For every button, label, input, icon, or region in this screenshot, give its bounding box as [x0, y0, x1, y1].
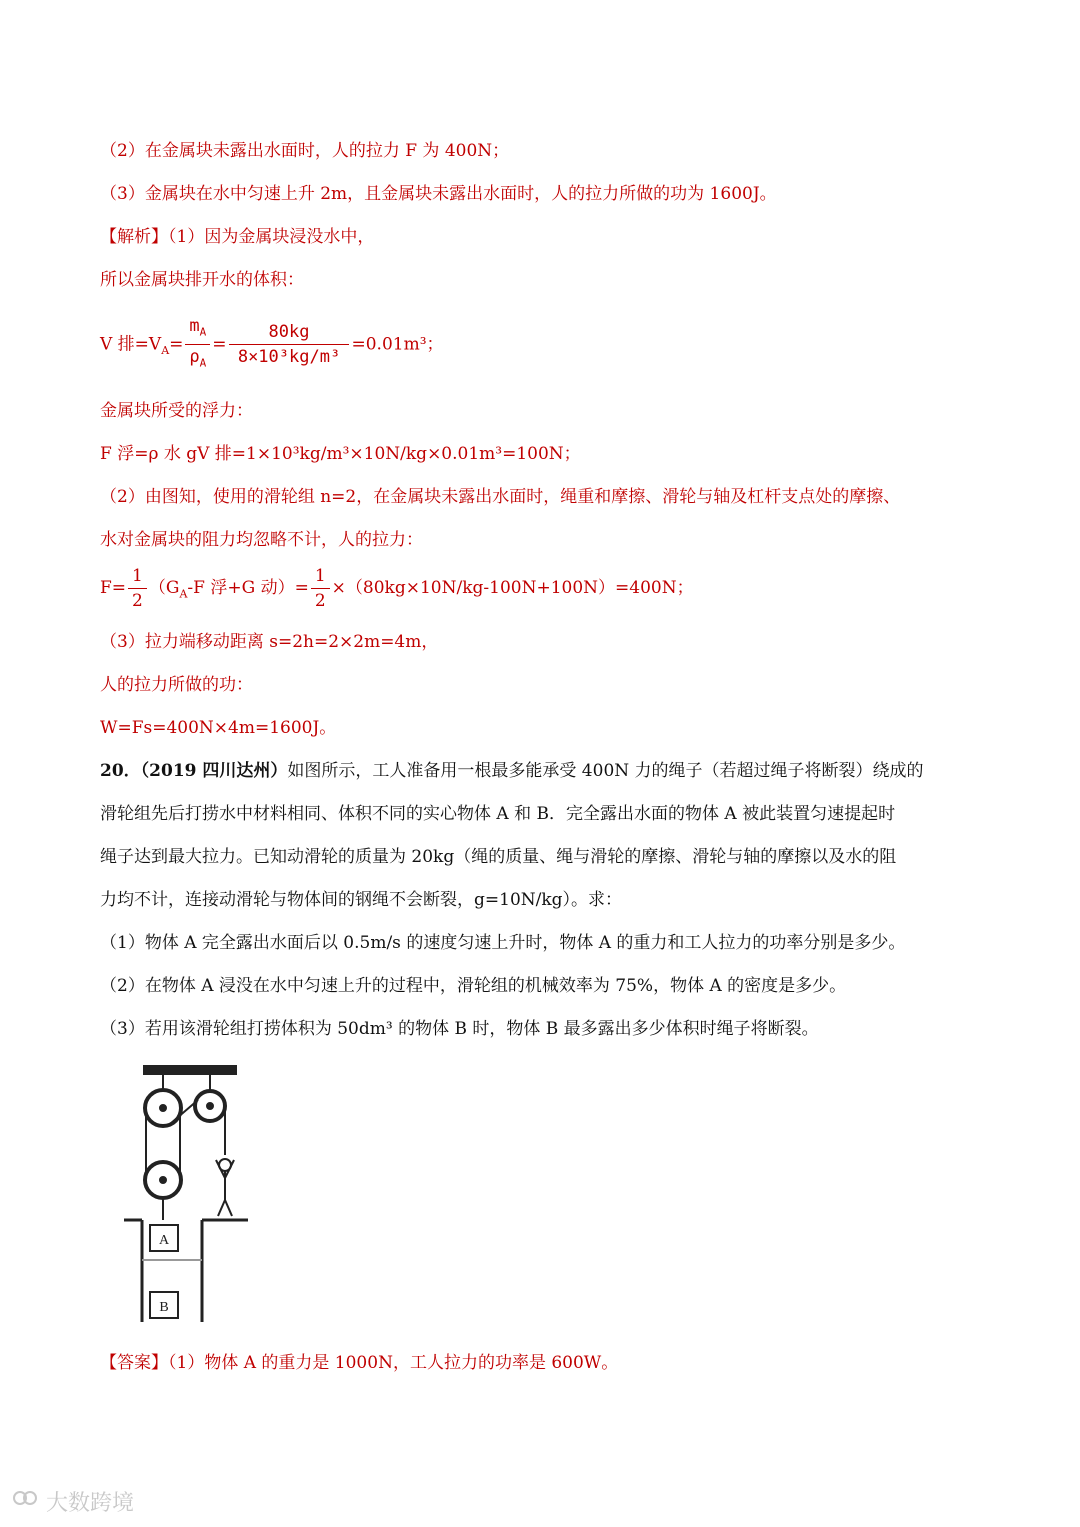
question-20-line-4: 力均不计，连接动滑轮与物体间的钢绳不会断裂，g=10N/kg）。求： — [100, 890, 623, 910]
fraction-numerator: m — [189, 316, 200, 336]
question-text-1: 如图所示，工人准备用一根最多能承受 400N 力的绳子（若超过绳子将断裂）绕成的 — [287, 761, 924, 781]
analysis-heading: 【解析】（1）因为金属块浸没水中， — [100, 227, 375, 247]
analysis-line: 所以金属块排开水的体积： — [100, 270, 304, 290]
formula-force-eq: = — [294, 578, 309, 598]
formula-force-lhs: F= — [100, 578, 127, 598]
formula-volume-result: =0.01m³； — [351, 334, 444, 355]
question-number: 20． — [100, 761, 141, 781]
formula-volume — [100, 314, 444, 379]
ceiling-beam — [144, 1066, 236, 1074]
answer-line: 【答案】（1）物体 A 的重力是 1000N，工人拉力的功率是 600W。 — [100, 1353, 619, 1373]
half-denominator: 2 — [132, 591, 143, 611]
analysis-line-2a: （2）由图知，使用的滑轮组 n=2，在金属块未露出水面时，绳重和摩擦、滑轮与轴及杠杆支点处的摩擦、 — [100, 487, 901, 507]
buoyancy-heading: 金属块所受的浮力： — [100, 401, 253, 421]
formula-volume-lhs: V 排=V — [100, 334, 162, 355]
fraction-values — [229, 320, 350, 369]
half-numerator: 1 — [128, 564, 147, 589]
work-formula: W=Fs=400N×4m=1600J。 — [100, 718, 337, 738]
fraction-mass-density — [185, 314, 210, 376]
formula-force-expr2: ×（80kg×10N/kg-100N+100N）=400N； — [331, 578, 694, 598]
distance-line: （3）拉力端移动距离 s=2h=2×2m=4m， — [100, 632, 439, 652]
fraction-numerator-sub: A — [199, 325, 207, 339]
solution-line-work: （3）金属块在水中匀速上升 2m，且金属块未露出水面时，人的拉力所做的功为 1600J。 — [100, 184, 777, 204]
analysis-line-2b: 水对金属块的阻力均忽略不计，人的拉力： — [100, 530, 423, 550]
solution-line-force: （2）在金属块未露出水面时，人的拉力 F 为 400N； — [100, 141, 510, 161]
fraction-values-numerator: 80kg — [229, 320, 350, 345]
fraction-values-denominator: 8×10³kg/m³ — [237, 347, 341, 368]
formula-force-expr1-sub: A — [179, 587, 188, 601]
object-b-label: B — [159, 1300, 169, 1315]
half-numerator-2: 1 — [311, 564, 330, 589]
half-denominator-2: 2 — [314, 591, 326, 611]
formula-force — [100, 564, 694, 618]
formula-force-expr1-rest: -F 浮+G 动） — [187, 578, 295, 598]
question-20-line-2: 滑轮组先后打捞水中材料相同、体积不同的实心物体 A 和 B．完全露出水面的物体 A 被此装置匀速提起时 — [100, 804, 896, 824]
question-20-part-2: （2）在物体 A 浸没在水中匀速上升的过程中，滑轮组的机械效率为 75%，物体 A 的密度是多少。 — [100, 976, 847, 996]
question-20-part-3: （3）若用该滑轮组打捞体积为 50dm³ 的物体 B 时，物体 B 最多露出多少体积时绳子将断裂。 — [100, 1019, 819, 1039]
formula-volume-eq2: = — [212, 334, 227, 355]
watermark-text: 大数跨境 — [46, 1490, 135, 1516]
formula-volume-lhs-sub: A — [161, 343, 170, 357]
formula-force-expr1: （G — [148, 578, 180, 598]
fraction-denominator-sub: A — [199, 356, 207, 370]
fraction-denominator: ρ — [189, 347, 200, 368]
question-source: （2019 四川达州） — [140, 761, 288, 781]
pulley-figure — [118, 1060, 258, 1330]
question-20-line-3: 绳子达到最大拉力。已知动滑轮的质量为 20kg（绳的质量、绳与滑轮的摩擦、滑轮与轴的摩擦以及水的阻 — [100, 847, 897, 867]
work-heading: 人的拉力所做的功： — [100, 675, 253, 695]
buoyancy-formula: F 浮=ρ 水 gV 排=1×10³kg/m³×10N/kg×0.01m³=100N； — [100, 444, 581, 464]
fraction-half-2 — [311, 564, 330, 613]
watermark — [10, 1484, 134, 1518]
watermark-logo-icon — [10, 1486, 40, 1516]
question-20-line-1 — [100, 759, 924, 783]
fraction-half — [128, 564, 147, 613]
object-a-label: A — [158, 1233, 170, 1248]
question-20-part-1: （1）物体 A 完全露出水面后以 0.5m/s 的速度匀速上升时，物体 A 的重力和工人拉力的功率分别是多少。 — [100, 933, 906, 953]
formula-volume-eq1: = — [169, 334, 184, 355]
